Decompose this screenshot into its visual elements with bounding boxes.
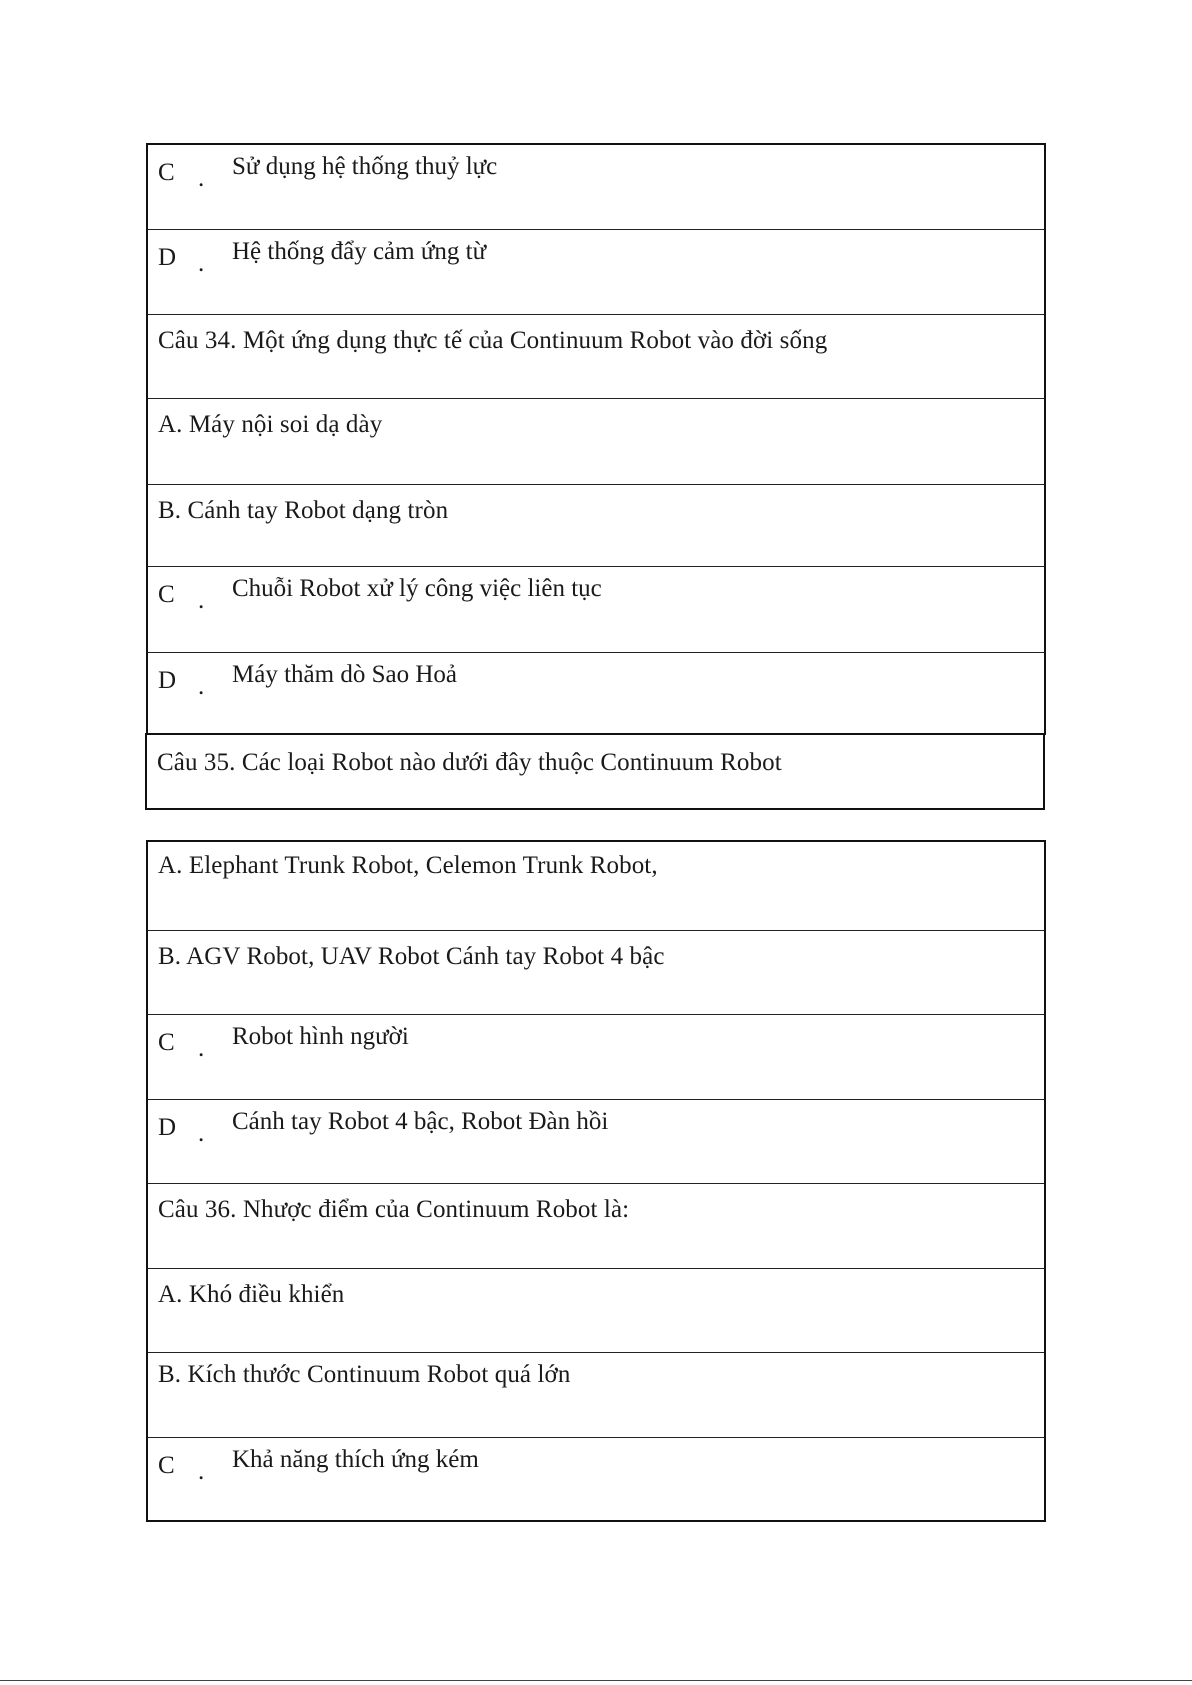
option-row-c bbox=[148, 145, 1044, 229]
answer-text: B. AGV Robot, UAV Robot Cánh tay Robot 4 bậc bbox=[158, 943, 665, 970]
answer-text: A. Khó điều khiển bbox=[158, 1281, 345, 1308]
answer-row-b bbox=[148, 484, 1044, 566]
quiz-table-lower bbox=[146, 840, 1046, 1522]
question-text: Câu 35. Các loại Robot nào dưới đây thuộc Continuum Robot bbox=[157, 749, 782, 776]
option-letter: D bbox=[158, 1114, 177, 1141]
option-letter: C bbox=[158, 1452, 175, 1479]
option-text: Máy thăm dò Sao Hoả bbox=[232, 661, 457, 688]
option-text: Cánh tay Robot 4 bậc, Robot Đàn hồi bbox=[232, 1108, 609, 1135]
answer-text: B. Cánh tay Robot dạng tròn bbox=[158, 497, 449, 524]
option-text: Robot hình người bbox=[232, 1023, 409, 1050]
quiz-table-question-35 bbox=[145, 733, 1045, 810]
option-letter: C bbox=[158, 1029, 175, 1056]
answer-row-b bbox=[148, 930, 1044, 1014]
answer-row-a bbox=[148, 842, 1044, 930]
option-row-c bbox=[148, 1437, 1044, 1520]
answer-row-a bbox=[148, 398, 1044, 484]
page-bottom-rule bbox=[0, 1680, 1192, 1681]
option-text: Khả năng thích ứng kém bbox=[232, 1446, 479, 1473]
option-dot: . bbox=[198, 250, 205, 277]
option-dot: . bbox=[198, 587, 205, 614]
answer-row-b bbox=[148, 1352, 1044, 1437]
option-letter: D bbox=[158, 244, 177, 271]
option-row-c bbox=[148, 1014, 1044, 1099]
question-text: Câu 36. Nhược điểm của Continuum Robot là: bbox=[158, 1196, 630, 1223]
question-row-34 bbox=[148, 314, 1044, 398]
option-letter: C bbox=[158, 581, 175, 608]
option-text: Hệ thống đẩy cảm ứng từ bbox=[232, 238, 487, 265]
option-dot: . bbox=[198, 1120, 205, 1147]
answer-text: A. Elephant Trunk Robot, Celemon Trunk Robot, bbox=[158, 852, 658, 879]
option-row-d bbox=[148, 1099, 1044, 1183]
question-text: Câu 34. Một ứng dụng thực tế của Continuum Robot vào đời sống bbox=[158, 327, 828, 354]
option-letter: D bbox=[158, 667, 177, 694]
question-row-35 bbox=[147, 735, 1043, 808]
answer-text: B. Kích thước Continuum Robot quá lớn bbox=[158, 1361, 571, 1388]
question-row-36 bbox=[148, 1183, 1044, 1268]
option-dot: . bbox=[198, 1458, 205, 1485]
answer-text: A. Máy nội soi dạ dày bbox=[158, 411, 383, 438]
option-text: Sử dụng hệ thống thuỷ lực bbox=[232, 153, 498, 180]
answer-row-a bbox=[148, 1268, 1044, 1352]
option-dot: . bbox=[198, 1035, 205, 1062]
option-row-d bbox=[148, 652, 1044, 735]
option-row-c bbox=[148, 566, 1044, 652]
option-letter: C bbox=[158, 159, 175, 186]
option-row-d bbox=[148, 229, 1044, 314]
option-text: Chuỗi Robot xử lý công việc liên tục bbox=[232, 575, 602, 602]
quiz-table-upper bbox=[146, 143, 1046, 735]
option-dot: . bbox=[198, 673, 205, 700]
option-dot: . bbox=[198, 165, 205, 192]
